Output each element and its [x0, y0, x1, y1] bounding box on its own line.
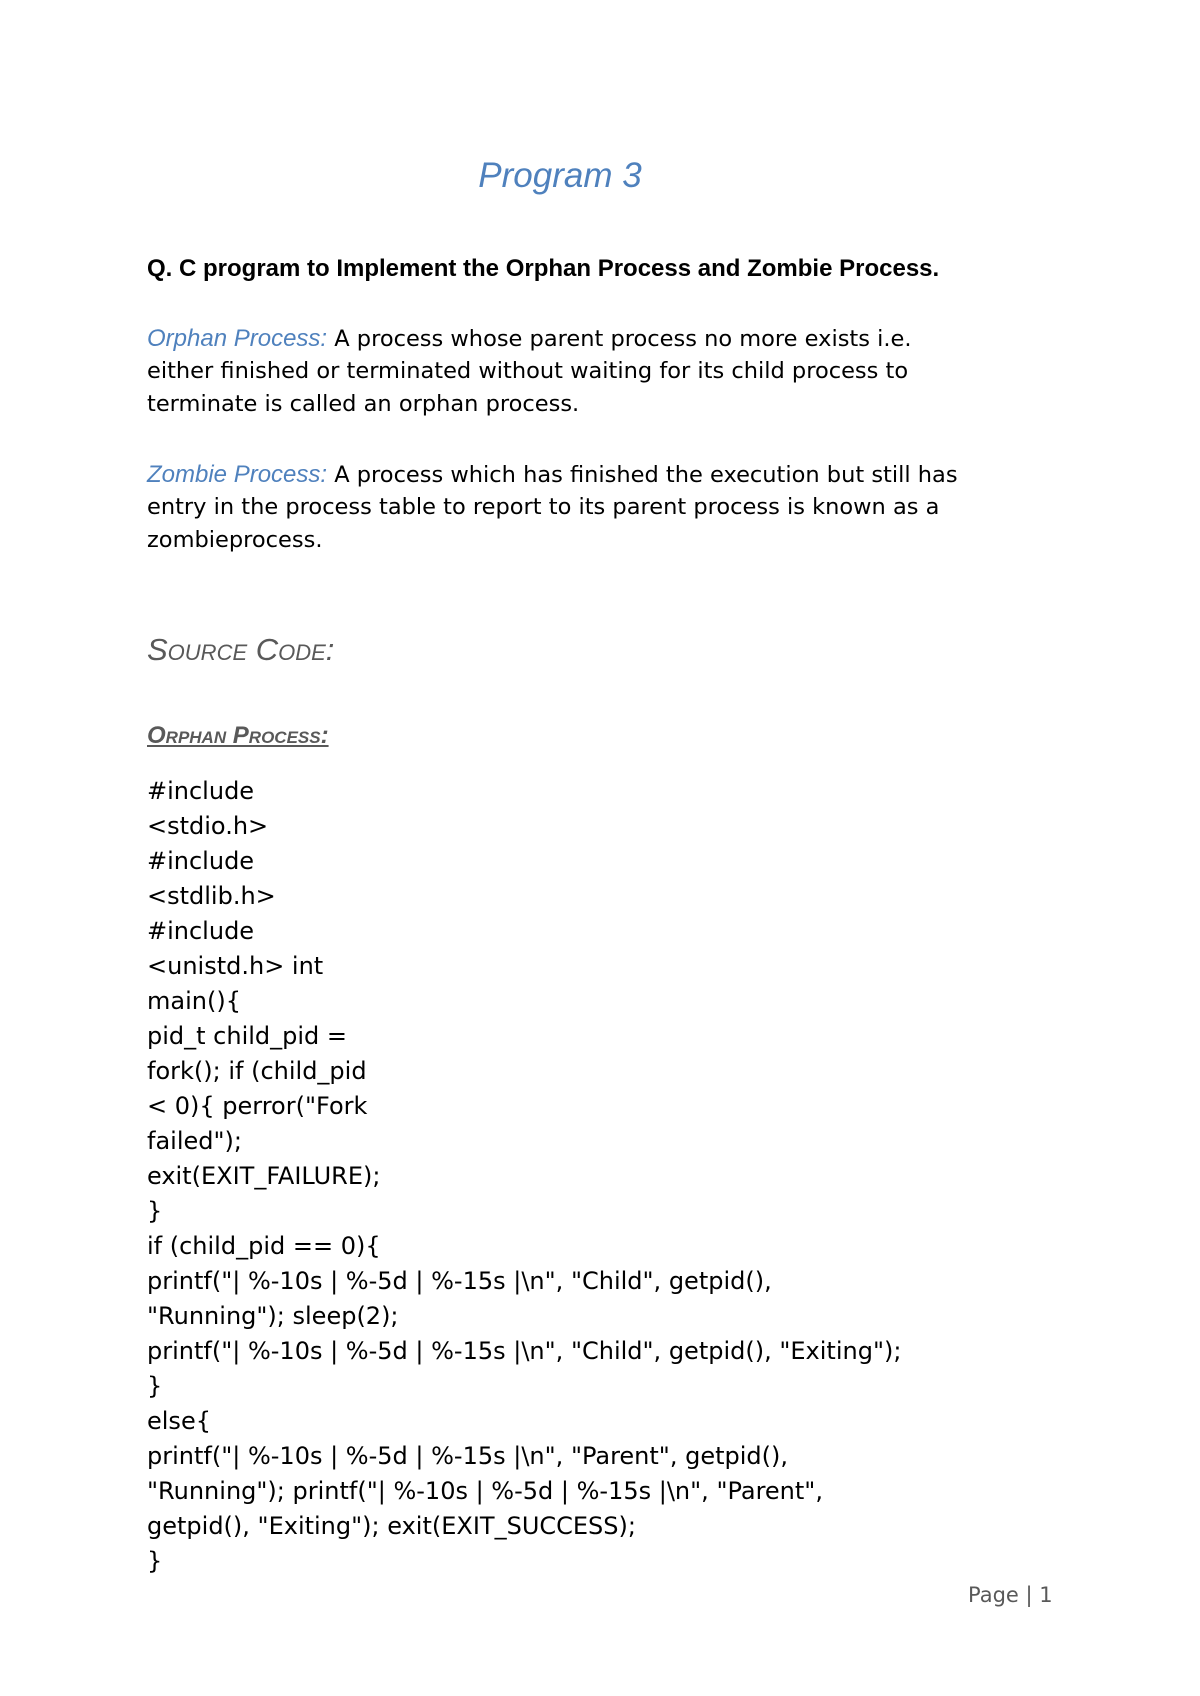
code-line: main(){	[147, 987, 241, 1015]
code-line: pid_t child_pid =	[147, 1022, 348, 1050]
code-line: }	[147, 1197, 163, 1225]
definition-line: entry in the process table to report to its parent process is known as a	[147, 494, 940, 520]
code-line: "Running"); printf("| %-10s | %-5d | %-15s |\n", "Parent",	[147, 1477, 823, 1505]
code-line: printf("| %-10s | %-5d | %-15s |\n", "Parent", getpid(),	[147, 1442, 789, 1470]
orphan-process-term: Orphan Process:	[147, 325, 328, 352]
source-code-heading: Source Code:	[147, 632, 335, 667]
code-line: "Running"); sleep(2);	[147, 1302, 399, 1330]
code-line: exit(EXIT_FAILURE);	[147, 1162, 381, 1190]
code-line: #include	[147, 917, 255, 945]
code-line: printf("| %-10s | %-5d | %-15s |\n", "Child", getpid(),	[147, 1267, 772, 1295]
definition-line	[147, 322, 912, 355]
definition-line	[147, 458, 958, 491]
code-line: }	[147, 1372, 163, 1400]
zombie-process-term: Zombie Process:	[147, 461, 328, 488]
code-line: fork(); if (child_pid	[147, 1057, 367, 1085]
definition-line: either finished or terminated without waiting for its child process to	[147, 358, 909, 384]
code-line: getpid(), "Exiting"); exit(EXIT_SUCCESS);	[147, 1512, 636, 1540]
orphan-process-definition	[147, 322, 912, 421]
code-line: <unistd.h> int	[147, 952, 324, 980]
definition-line: zombieprocess.	[147, 527, 323, 553]
code-line: printf("| %-10s | %-5d | %-15s |\n", "Child", getpid(), "Exiting");	[147, 1337, 902, 1365]
definition-line: terminate is called an orphan process.	[147, 391, 580, 417]
question-text: Q. C program to Implement the Orphan Process and Zombie Process.	[147, 255, 940, 282]
code-line: else{	[147, 1407, 211, 1435]
code-line: #include	[147, 777, 255, 805]
page-title: Program 3	[478, 156, 642, 195]
code-line: #include	[147, 847, 255, 875]
zombie-process-definition	[147, 458, 958, 557]
orphan-process-heading: Orphan Process:	[147, 722, 329, 749]
code-line: <stdlib.h>	[147, 882, 276, 910]
page-number-footer: Page | 1	[968, 1583, 1053, 1607]
code-line: failed");	[147, 1127, 242, 1155]
code-line: < 0){ perror("Fork	[147, 1092, 368, 1120]
code-line: if (child_pid == 0){	[147, 1232, 381, 1260]
code-line: <stdio.h>	[147, 812, 269, 840]
definition-text: A process which has finished the execution but still has	[327, 462, 958, 488]
definition-text: A process whose parent process no more exists i.e.	[327, 326, 912, 352]
code-line: }	[147, 1547, 163, 1575]
code-block	[147, 774, 901, 1579]
